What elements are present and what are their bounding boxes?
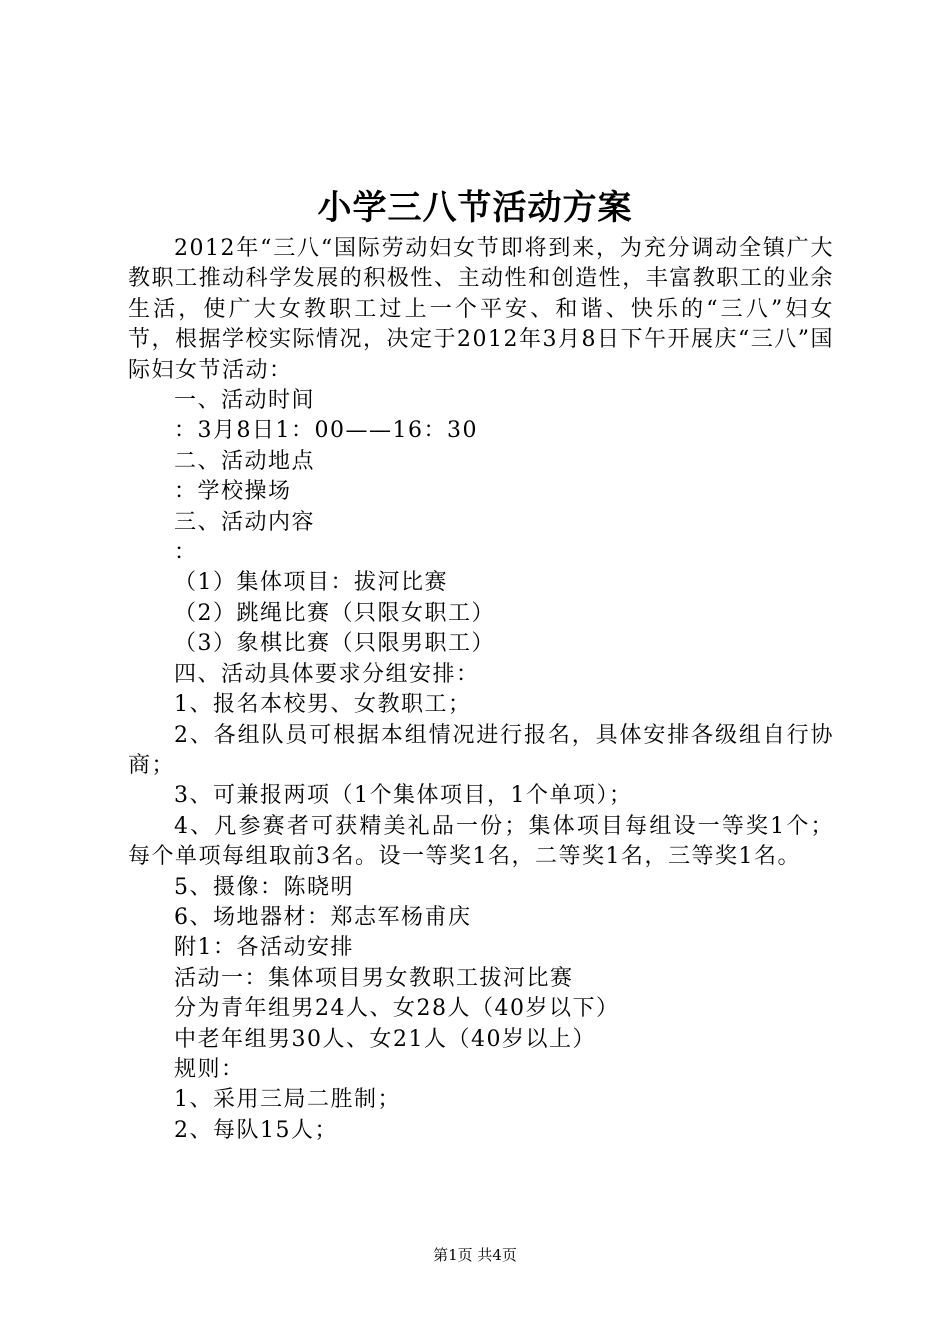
paragraph: 6、场地器材：郑志军杨甫庆 <box>174 904 472 930</box>
paragraph: ： <box>174 540 198 566</box>
paragraph: 2、每队15人； <box>174 1117 338 1143</box>
paragraph: 三、活动内容 <box>174 509 316 535</box>
paragraph: 3、可兼报两项（1个集体项目，1个单项）； <box>174 783 633 809</box>
paragraph: 活动一：集体项目男女教职工拔河比赛 <box>174 965 574 991</box>
paragraph: 2012年“三八“国际劳动妇女节即将到来，为充分调动全镇广大教职工推动科学发展的积极性、主动性和创造性，丰富教职工的业余生活，使广大女教职工过上一个平安、和谐、快乐的“三八”妇女节，根据学校实际情况，决定于2012年3月8日下午开展庆“三八”国际妇女节活动： <box>128 236 834 383</box>
paragraph: 1、报名本校男、女教职工； <box>174 692 472 718</box>
paragraph: 规则： <box>174 1056 245 1082</box>
paragraph: 5、摄像：陈晓明 <box>174 874 354 900</box>
paragraph: 附1：各活动安排 <box>174 935 354 961</box>
paragraph: 2、各组队员可根据本组情况进行报名，具体安排各级组自行协商； <box>128 722 834 778</box>
paragraph: 中老年组男30人、女21人（40岁以上） <box>174 1026 596 1052</box>
paragraph: ：3月8日1：00——16：30 <box>174 418 478 444</box>
paragraph: （2）跳绳比赛（只限女职工） <box>174 600 495 626</box>
paragraph: 1、采用三局二胜制； <box>174 1087 401 1113</box>
page-footer: 第1页 共4页 <box>433 1246 517 1264</box>
paragraph: ：学校操场 <box>174 479 292 505</box>
document-body <box>128 234 834 1146</box>
paragraph: 4、凡参赛者可获精美礼品一份；集体项目每组设一等奖1个；每个单项每组取前3名。设一等奖1名，二等奖1名，三等奖1名。 <box>128 813 834 870</box>
paragraph: 四、活动具体要求分组安排： <box>174 661 480 687</box>
paragraph: 二、活动地点 <box>174 448 316 474</box>
paragraph: （3）象棋比赛（只限男职工） <box>174 631 495 657</box>
paragraph: 分为青年组男24人、女28人（40岁以下） <box>174 996 620 1022</box>
paragraph: 一、活动时间 <box>174 388 316 414</box>
paragraph: （1）集体项目：拔河比赛 <box>174 570 448 596</box>
document-title: 小学三八节活动方案 <box>317 188 633 228</box>
